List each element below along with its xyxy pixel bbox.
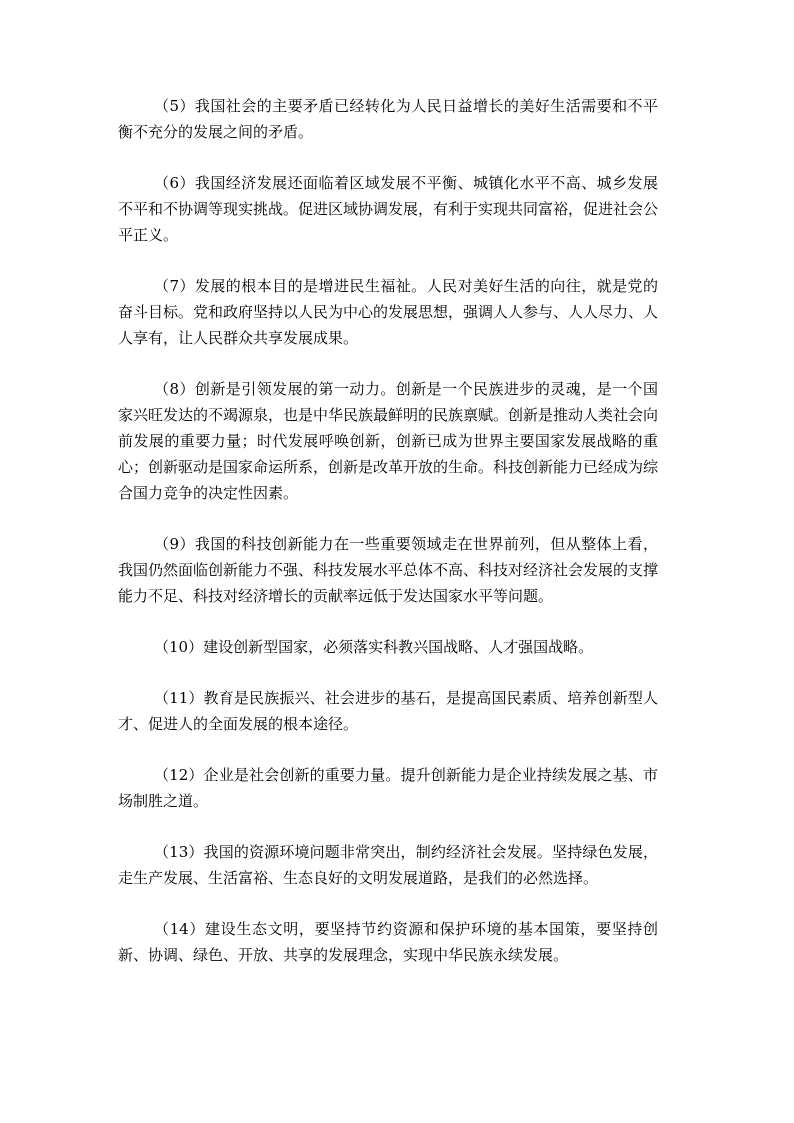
paragraph-12: （12）企业是社会创新的重要力量。提升创新能力是企业持续发展之基、市场制胜之道。 xyxy=(118,766,658,810)
paragraph-11: （11）教育是民族振兴、社会进步的基石，是提高国民素质、培养创新型人才、促进人的全面发展的根本途径。 xyxy=(118,689,658,733)
paragraph-9: （9）我国的科技创新能力在一些重要领域走在世界前列，但从整体上看，我国仍然面临创新能力不强、科技发展水平总体不高、科技对经济社会发展的支撑能力不足、科技对经济增长的贡献率远低于发达国家水平等问题。 xyxy=(118,535,659,605)
paragraph-8: （8）创新是引领发展的第一动力。创新是一个民族进步的灵魂，是一个国家兴旺发达的不竭源泉，也是中华民族最鲜明的民族禀赋。创新是推动人类社会向前发展的重要力量；时代发展呼唤创新，创新已成为世界主要国家发展战略的重心；创新驱动是国家命运所系，创新是改革开放的生命。科技创新能力已经成为综合国力竞争的决定性因素。 xyxy=(118,380,659,502)
paragraph-13: （13）我国的资源环境问题非常突出，制约经济社会发展。坚持绿色发展，走生产发展、生活富裕、生态良好的文明发展道路，是我们的必然选择。 xyxy=(118,843,658,887)
paragraph-10: （10）建设创新型国家，必须落实科教兴国战略、人才强国战略。 xyxy=(154,638,594,656)
paragraph-6: （6）我国经济发展还面临着区域发展不平衡、城镇化水平不高、城乡发展不平和不协调等现实挑战。促进区域协调发展，有利于实现共同富裕，促进社会公平正义。 xyxy=(118,174,659,244)
paragraph-5: （5）我国社会的主要矛盾已经转化为人民日益增长的美好生活需要和不平衡不充分的发展之间的矛盾。 xyxy=(118,97,658,141)
paragraph-7: （7）发展的根本目的是增进民生福祉。人民对美好生活的向往，就是党的奋斗目标。党和政府坚持以人民为中心的发展思想，强调人人参与、人人尽力、人人享有，让人民群众共享发展成果。 xyxy=(118,277,659,347)
paragraph-14: （14）建设生态文明，要坚持节约资源和保护环境的基本国策，要坚持创新、协调、绿色、开放、共享的发展理念，实现中华民族永续发展。 xyxy=(118,920,658,964)
document-body xyxy=(118,93,658,993)
